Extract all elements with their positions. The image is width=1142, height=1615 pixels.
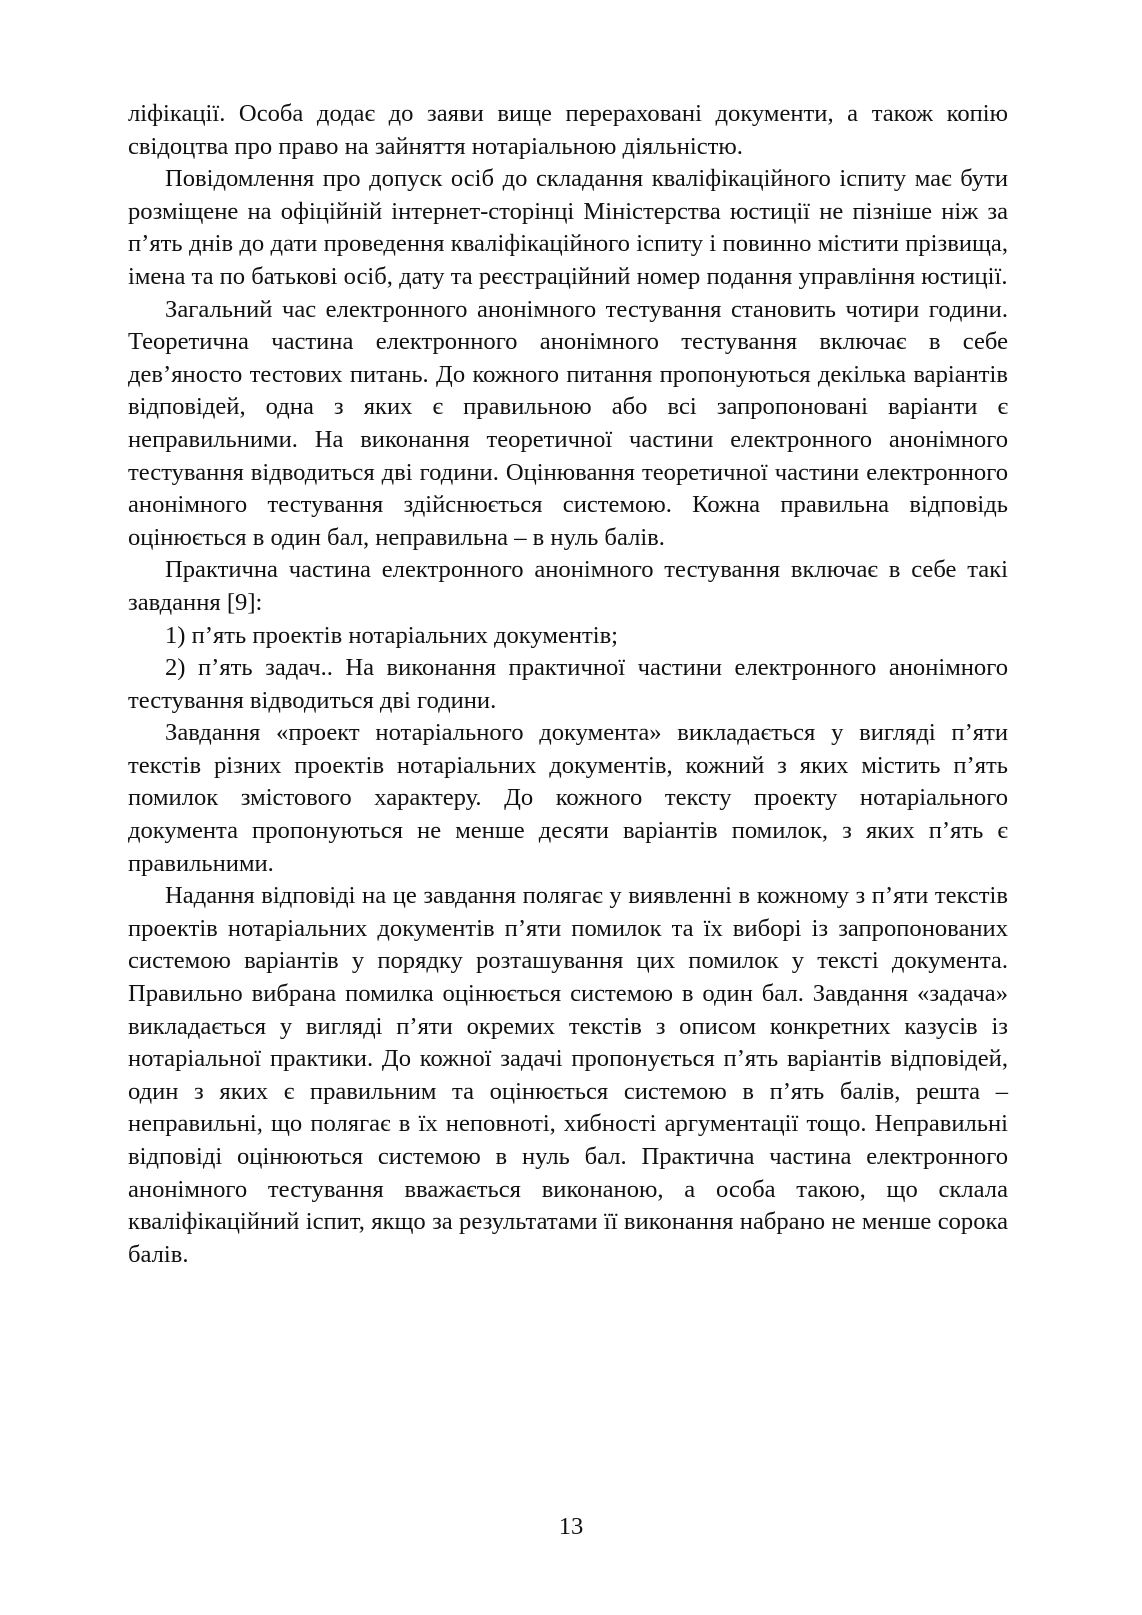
paragraph-answer-rules: Надання відповіді на це завдання полягає у виявленні в кожному з п’яти текстів проектів нотаріальних документів п’яти помилок та їх виборі із запропонованих системою варіантів у порядку розташування цих помилок у тексті документа. Правильно вибрана помилка оцінюється системою в один бал. Завдання «задача» викладається у вигляді п’яти окремих текстів з описом конкретних казусів із нотаріальної практики. До кожної задачі пропонується п’ять варіантів відповідей, один з яких є правильним та оцінюється системою в п’ять балів, решта – неправильні, що полягає в їх неповноті, хибності аргументації тощо. Неправильні відповіді оцінюються системою в нуль бал. Практична частина електронного анонімного тестування вважається виконаною, а особа такою, що склала кваліфікаційний іспит, якщо за результатами її виконання набрано не менше сорока балів. <box>128 882 1008 1268</box>
body-text <box>128 98 1008 1271</box>
paragraph-continuation: ліфікації. Особа додає до заяви вище перераховані документи, а також копію свідоцтва про право на зайняття нотаріальною діяльністю. <box>128 100 1008 160</box>
list-item-1: 1) п’ять проектів нотаріальних документів; <box>165 621 619 649</box>
paragraph-practical-part: Практична частина електронного анонімного тестування включає в себе такі завдання [9]: <box>128 556 1008 616</box>
paragraph-testing-time: Загальний час електронного анонімного тестування становить чотири години. Теоретична частина електронного анонімного тестування включає в себе дев’яносто тестових питань. До кожного питання пропонуються декілька варіантів відповідей, одна з яких є правильною або всі запропоновані варіанти є неправильними. На виконання теоретичної частини електронного анонімного тестування відводиться дві години. Оцінювання теоретичної частини електронного анонімного тестування здійснюється системою. Кожна правильна відповідь оцінюється в один бал, неправильна – в нуль балів. <box>128 295 1008 551</box>
page-number: 13 <box>558 1513 584 1540</box>
paragraph-announcement: Повідомлення про допуск осіб до складання кваліфікаційного іспиту має бути розміщене на офіційній інтернет-сторінці Міністерства юстиції не пізніше ніж за п’ять днів до дати проведення кваліфікаційного іспиту і повинно містити прізвища, імена та по батькові осіб, дату та реєстраційний номер подання управління юстиції. <box>128 165 1008 290</box>
paragraph-draft-task: Завдання «проект нотаріального документа» викладається у вигляді п’яти текстів різних проектів нотаріальних документів, кожний з яких містить п’ять помилок змістового характеру. До кожного тексту проекту нотаріального документа пропонуються не менше десяти варіантів помилок, з яких п’ять є правильними. <box>128 719 1008 877</box>
list-item-2: 2) п’ять задач.. На виконання практичної частини електронного анонімного тестування відводиться дві години. <box>128 654 1008 714</box>
